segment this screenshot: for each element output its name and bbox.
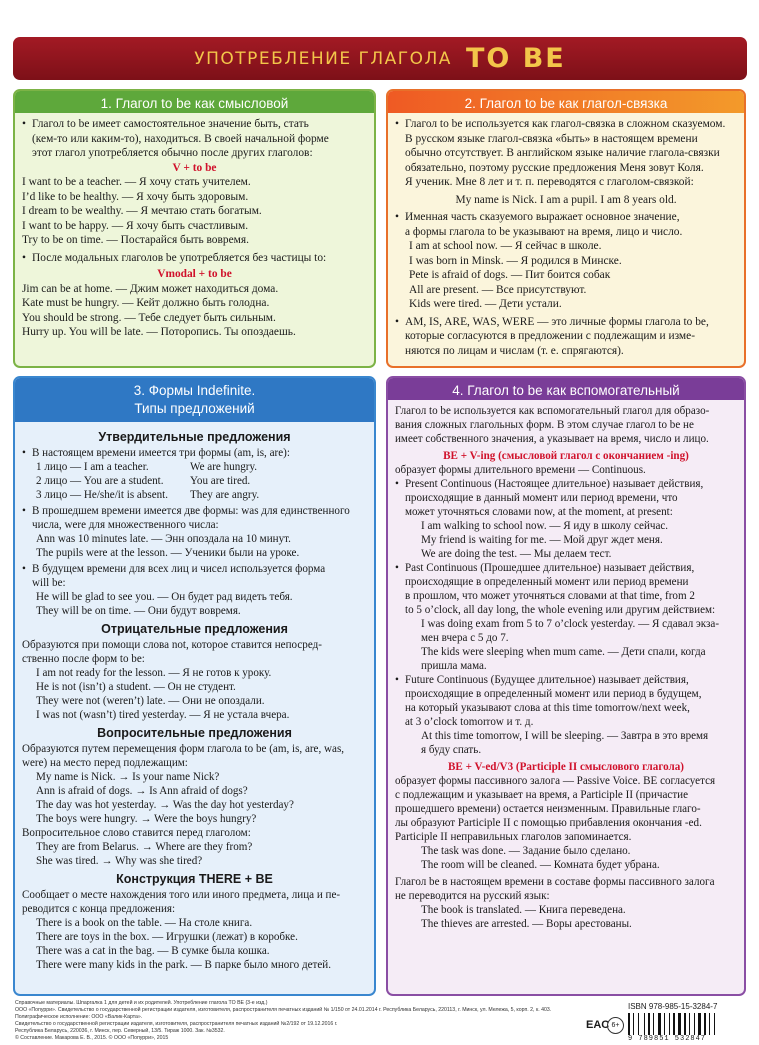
example: The book is translated. — Книга переведена. xyxy=(421,904,626,916)
example: Kids were tired. — Дети устали. xyxy=(409,298,562,310)
text: Participle II неправильных глаголов запоминается. xyxy=(395,831,632,843)
barcode-stripe xyxy=(689,1013,690,1035)
p3-future-intro: • В будущем времени для всех лиц и чисел используется форма will be: xyxy=(22,562,367,590)
section-title: Конструкция THERE + BE xyxy=(116,872,273,886)
text: образует формы пассивного залога — Passive Voice. BE согласуется xyxy=(395,775,716,787)
table-row: 2 лицо — You are a student. You are tired. xyxy=(36,475,251,487)
barcode-stripe xyxy=(707,1013,708,1035)
text: образует формы длительного времени — Continuous. xyxy=(395,464,646,476)
example: The room will be cleaned. — Комната будет убрана. xyxy=(421,859,660,871)
barcode-stripe xyxy=(684,1013,686,1035)
text: не переводится на русский язык: xyxy=(395,890,550,902)
barcode-stripe xyxy=(631,1013,632,1035)
barcode-stripe xyxy=(711,1013,713,1035)
panel-linking-verb xyxy=(386,89,746,368)
barcode-stripe xyxy=(653,1013,654,1035)
example: There is a book on the table. — На столе книга. xyxy=(36,917,253,929)
example: Kate must be hungry. — Кейт должно быть голодна. xyxy=(22,297,270,309)
section-title: Вопросительные предложения xyxy=(97,726,292,740)
text: лы образуют Participle II с помощью прибавления окончания -ed. xyxy=(395,817,702,829)
page-title-prefix: УПОТРЕБЛЕНИЕ ГЛАГОЛА xyxy=(194,48,452,69)
barcode-stripe xyxy=(694,1013,695,1035)
example: я буду спать. xyxy=(421,744,482,756)
example: My name is Nick. → Is your name Nick? xyxy=(36,771,220,783)
barcode-stripe xyxy=(704,1013,706,1035)
example: My friend is waiting for me. — Мой друг ждет меня. xyxy=(421,534,663,546)
example: We are doing the test. — Мы делаем тест. xyxy=(421,548,612,560)
text: с подлежащим и указывает на время, а Participle II (причастие xyxy=(395,789,689,801)
text: имеет собственного значения, а указывает на время, число и лицо. xyxy=(395,433,709,445)
barcode-stripe xyxy=(635,1013,637,1035)
example: пришла мама. xyxy=(421,660,487,672)
barcode-stripe xyxy=(648,1013,650,1035)
barcode-icon xyxy=(628,1013,746,1035)
section-title: Отрицательные предложения xyxy=(101,622,288,636)
formula: BE + V-ing (смысловой глагол с окончанием -ing) xyxy=(443,450,689,462)
barcode-stripe xyxy=(638,1013,639,1035)
eac-mark-icon: EAC xyxy=(586,1019,610,1031)
example: I was doing exam from 5 to 7 o’clock yesterday. — Я сдавал экза- xyxy=(421,618,720,630)
barcode-stripe xyxy=(662,1013,663,1035)
section-title: Утвердительные предложения xyxy=(98,430,291,444)
barcode-stripe xyxy=(633,1013,634,1035)
example: Try to be on time. — Постарайся быть вовремя. xyxy=(22,234,249,246)
example: The kids were sleeping when mum came. — Дети спали, когда xyxy=(421,646,706,658)
example: She was tired. → Why was she tired? xyxy=(36,855,203,867)
text: реводится с конца предложения: xyxy=(22,903,176,915)
example: The thieves are arrested. — Воры арестованы. xyxy=(421,918,632,930)
example: I am not ready for the lesson. — Я не готов к уроку. xyxy=(36,667,272,679)
example: There were many kids in the park. — В парке было много детей. xyxy=(36,959,332,971)
example: You should be strong. — Тебе следует быть сильным. xyxy=(22,311,276,324)
text: were) на место перед подлежащим: xyxy=(22,757,188,769)
present-continuous: • Present Continuous (Настоящее длительное) называет действия, происходящие в данный момент или период времени, что может уточняться словами now, at the moment, at present: xyxy=(395,477,737,519)
p2-forms: • AM, IS, ARE, WAS, WERE — это личные формы глагола to be, которые согласуются в предложении с подлежащим и изме- няются по лицам и числам (т. е. спрягаются). xyxy=(395,315,737,359)
example: He will be glad to see you. — Он будет рад видеть тебя. xyxy=(36,591,293,603)
panel-main-verb xyxy=(13,89,376,368)
page-header xyxy=(13,37,747,80)
barcode-stripe xyxy=(696,1013,697,1035)
example: There was a cat in the bag. — В сумке была кошка. xyxy=(36,945,270,957)
example: I dream to be wealthy. — Я мечтаю стать богатым. xyxy=(22,205,262,217)
example: I want to be a teacher. — Я хочу стать учителем. xyxy=(22,176,251,188)
formula: V + to be xyxy=(172,161,217,174)
panel-indefinite-forms xyxy=(13,376,376,996)
barcode-stripe xyxy=(658,1013,661,1035)
panel-title: 1. Глагол to be как смысловой xyxy=(15,91,374,113)
future-continuous: • Future Continuous (Будущее длительное) называет действия, происходящие в определенный момент или период в будущем, на который указывают слова at this time tomorrow/next week, at 3 o’clock tomorrow и т. д. xyxy=(395,673,737,729)
barcode-stripe xyxy=(673,1013,675,1035)
barcode-stripe xyxy=(646,1013,647,1035)
barcode-stripe xyxy=(709,1013,710,1035)
text: Глагол be в настоящем времени в составе формы пассивного залога xyxy=(395,876,715,888)
age-rating-badge: 6+ xyxy=(607,1017,624,1034)
example: They are from Belarus. → Where are they from? xyxy=(36,841,253,853)
example: I was born in Minsk. — Я родился в Минске. xyxy=(409,254,622,267)
panel-auxiliary-verb xyxy=(386,376,746,996)
text: Вопросительное слово ставится перед глаголом: xyxy=(22,827,251,839)
barcode-stripe xyxy=(628,1013,630,1035)
barcode-stripe xyxy=(676,1013,677,1035)
example: Ann is afraid of dogs. → Is Ann afraid of dogs? xyxy=(36,785,248,797)
barcode-stripe xyxy=(682,1013,683,1035)
barcode-digits: 9 789851 532847 xyxy=(628,1035,707,1043)
barcode-stripe xyxy=(714,1013,715,1035)
barcode-stripe xyxy=(644,1013,645,1035)
example: He is not (isn’t) a student. — Он не студент. xyxy=(36,681,236,693)
text: вания сложных глагольных форм. В этом случае глагол to be не xyxy=(395,419,694,431)
barcode-stripe xyxy=(678,1013,681,1035)
formula: BE + V-ed/V3 (Participle II смыслового глагола) xyxy=(448,761,684,773)
imprint: Справочные материалы. Шпаргалка 1 для детей и их родителей. Употребление глагола TO BE (3-е изд.) ООО «Попурри». Свидетельство о государственной регистрации издателя, изготовителя, распространителя печатных изданий № 1/150 от 24.01.2014 г. Республика Беларусь, 220113, г. Минск, ул. Мележа, 5, корп. 2, к. 403. Полиграфическое исполнение: ООО «Валик-Карта». Свидетельство о государственной регистрации издателя, изготовителя, распространителя печатных изданий №2/192 от 19.12.2016 г. Республика Беларусь, 220036, г. Минск, пер. Северный, 13/5. Тираж 1000. Зак. №3532. © Составление. Макарова Е. В., 2015. © ООО «Попурри», 2015 xyxy=(15,1000,552,1041)
example: The task was done. — Задание было сделано. xyxy=(421,845,631,857)
example: There are toys in the box. — Игрушки (лежат) в коробке. xyxy=(36,931,298,943)
text: прошедшего времени) остается неизменным. Правильные глаго- xyxy=(395,803,701,815)
barcode-stripe xyxy=(687,1013,688,1035)
example: Jim can be at home. — Джим может находиться дома. xyxy=(22,282,279,295)
p3-past-intro: • В прошедшем времени имеется две формы: was для единственного числа, were для множественного числа: xyxy=(22,504,367,532)
p3-present-intro: • В настоящем времени имеется три формы (am, is, are): xyxy=(22,446,367,460)
panel-title: 3. Формы Indefinite. Типы предложений xyxy=(15,378,374,422)
past-continuous: • Past Continuous (Прошедшее длительное) называет действия, происходящие в определенный момент или период времени в прошлом, что может уточняться словами at that time, from 2 to 5 o’clock, all day long, the whole evening или другим действием: xyxy=(395,561,737,617)
example: My name is Nick. I am a pupil. I am 8 years old. xyxy=(455,193,677,206)
p2-part: • Именная часть сказуемого выражает основное значение, а формы глагола to be указывают на время, лицо и число. xyxy=(395,210,737,239)
text: Образуются при помощи слова not, которое ставится непосред- xyxy=(22,639,322,651)
barcode-stripe xyxy=(698,1013,701,1035)
example: I was not (wasn’t) tired yesterday. — Я не устала вчера. xyxy=(36,709,290,721)
example: They were not (weren’t) late. — Они не опоздали. xyxy=(36,695,265,707)
table-row: 1 лицо — I am a teacher. We are hungry. xyxy=(36,461,258,473)
example: I’d like to be healthy. — Я хочу быть здоровым. xyxy=(22,190,249,203)
text: Сообщает о месте нахождения того или иного предмета, лица и пе- xyxy=(22,889,341,901)
example: мен вчера с 5 до 7. xyxy=(421,632,509,644)
panel-title: 2. Глагол to be как глагол-связка xyxy=(388,91,744,113)
example: Ann was 10 minutes late. — Энн опоздала на 10 минут. xyxy=(36,533,291,545)
barcode-stripe xyxy=(702,1013,703,1035)
barcode-stripe xyxy=(655,1013,657,1035)
panel-title: 4. Глагол to be как вспомогательный xyxy=(388,378,744,400)
text: ственно после форм to be: xyxy=(22,653,145,665)
barcode-stripe xyxy=(666,1013,668,1035)
example: The boys were hungry. → Were the boys hungry? xyxy=(36,813,257,825)
text: Образуются путем перемещения форм глагола to be (am, is, are, was, xyxy=(22,743,345,755)
example: The day was hot yesterday. → Was the day hot yesterday? xyxy=(36,799,294,811)
text: Глагол to be используется как вспомогательный глагол для образо- xyxy=(395,405,710,417)
example: All are present. — Все присутствуют. xyxy=(409,283,587,296)
barcode-stripe xyxy=(669,1013,670,1035)
example: I am walking to school now. — Я иду в школу сейчас. xyxy=(421,520,669,532)
p2-intro: • Глагол to be используется как глагол-связка в сложном сказуемом. В русском языке глагол-связка «быть» в настоящем времени обычно отсутствует. В английском языке наличие глагола-связки обязательно, поэтому русские предложения Меня зовут Коля. Я ученик. Мне 8 лет и т. п. переводятся с глаголом-связкой: xyxy=(395,117,737,190)
p1-intro: • Глагол to be имеет самостоятельное значение быть, стать (кем-то или каким-то), находиться. В своей начальной форме этот глагол употребляется обычно после других глаголов: xyxy=(22,117,367,161)
example: Pete is afraid of dogs. — Пит боится собак xyxy=(409,269,611,281)
example: I am at school now. — Я сейчас в школе. xyxy=(409,240,602,252)
example: I want to be happy. — Я хочу быть счастливым. xyxy=(22,219,249,232)
isbn-number: ISBN 978-985-15-3284-7 xyxy=(628,1002,718,1011)
barcode-stripe xyxy=(651,1013,652,1035)
example: Hurry up. You will be late. — Поторопись. Ты опоздаешь. xyxy=(22,326,296,338)
table-row: 3 лицо — He/she/it is absent. They are angry. xyxy=(36,489,260,501)
example: At this time tomorrow, I will be sleeping. — Завтра в это время xyxy=(421,730,709,742)
page-title-main: TO BE xyxy=(465,43,566,74)
formula: Vmodal + to be xyxy=(157,268,232,280)
p1-modal-intro: • После модальных глаголов be употребляется без частицы to: xyxy=(22,251,367,266)
barcode-stripe xyxy=(671,1013,672,1035)
barcode-stripe xyxy=(640,1013,643,1035)
example: They will be on time. — Они будут вовремя. xyxy=(36,605,241,617)
barcode-stripe xyxy=(664,1013,665,1035)
barcode-stripe xyxy=(691,1013,693,1035)
example: The pupils were at the lesson. — Ученики были на уроке. xyxy=(36,547,300,559)
barcode-block xyxy=(628,1002,746,1042)
